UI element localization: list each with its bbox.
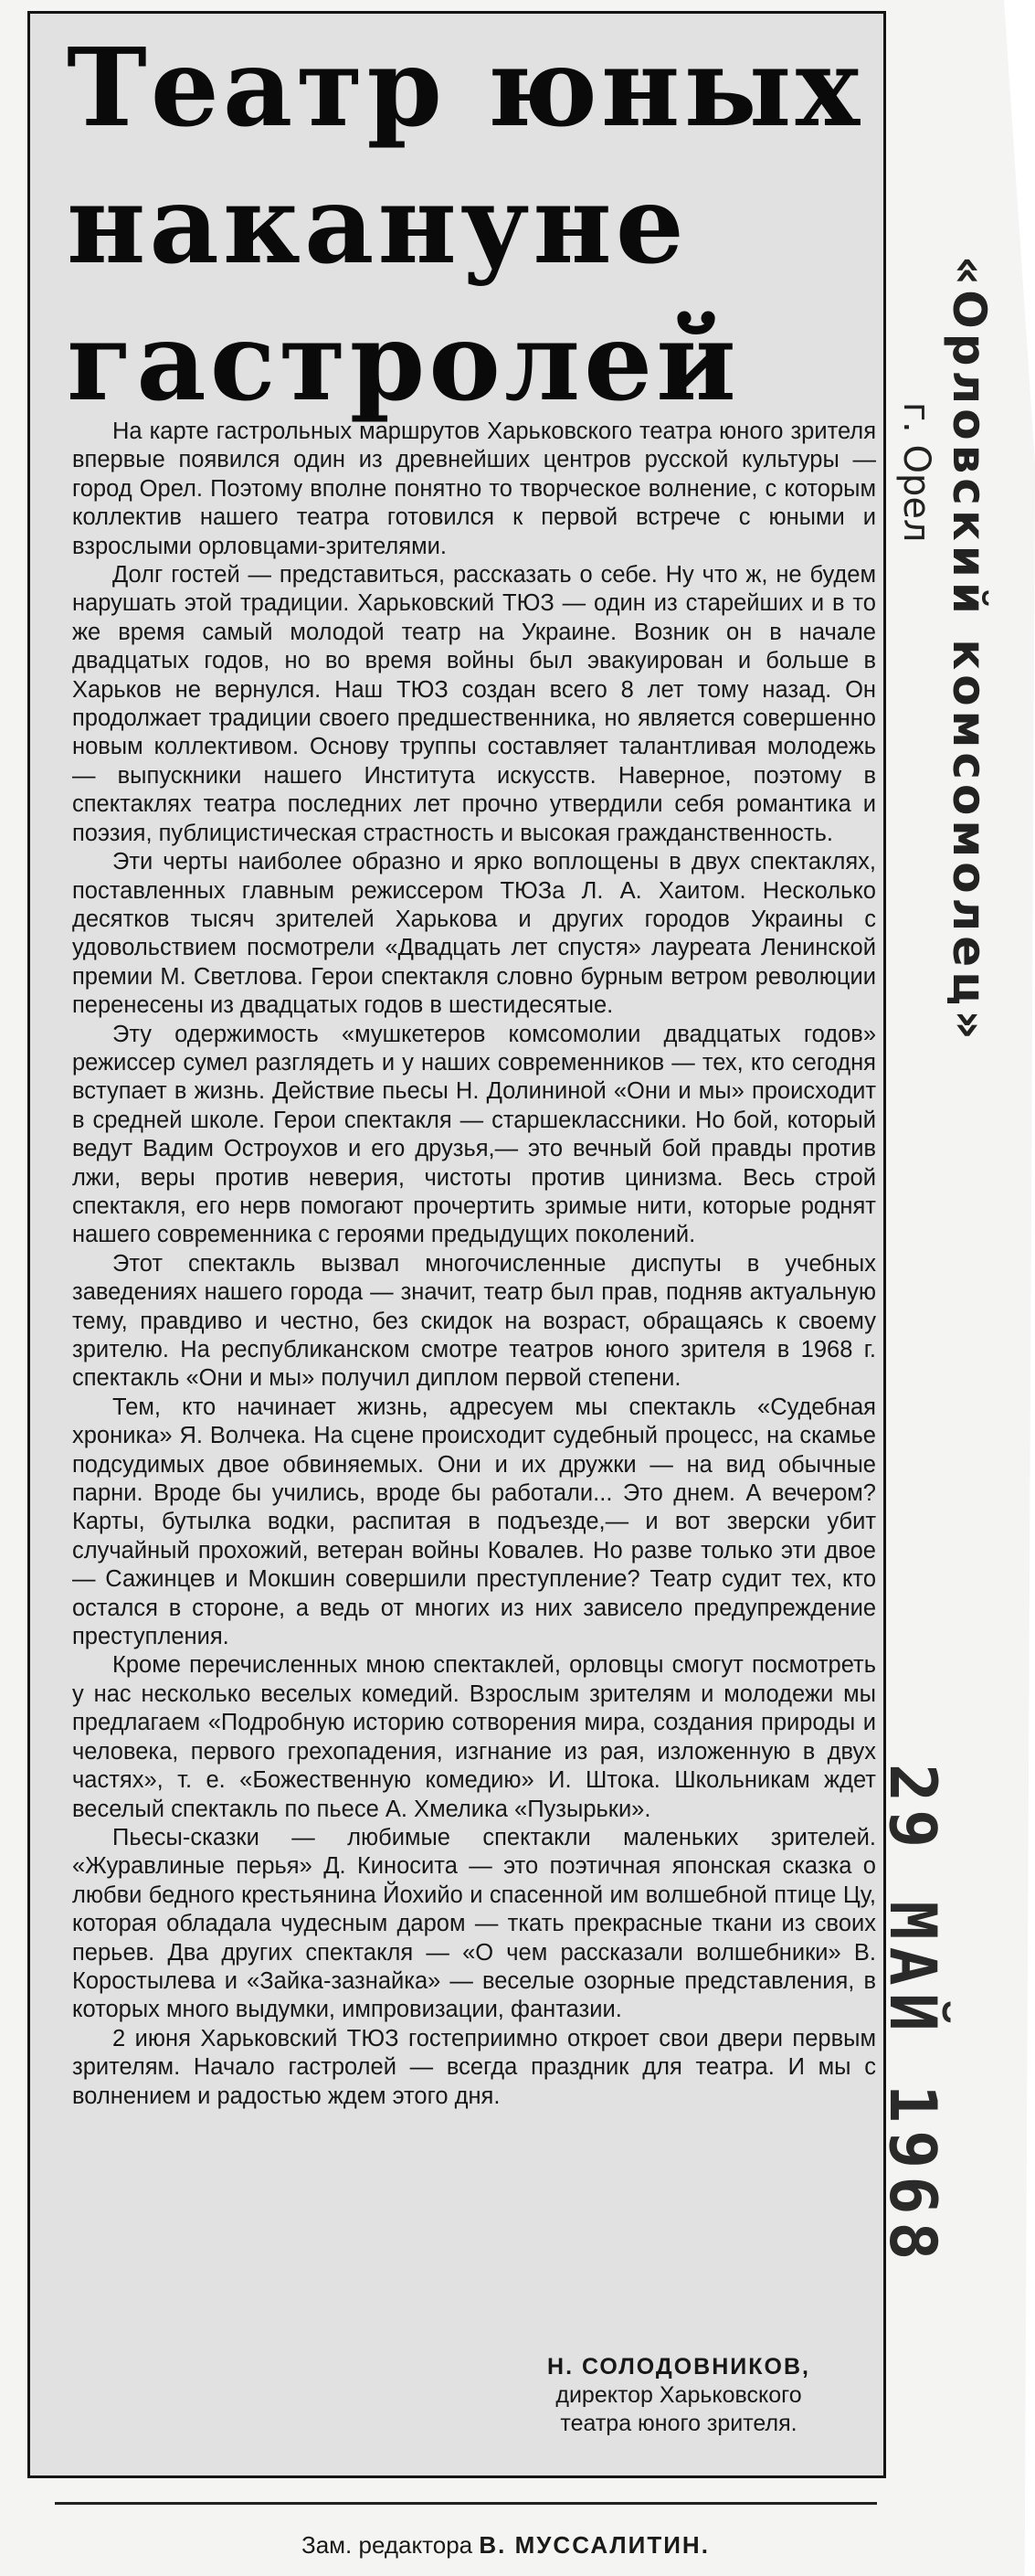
article-paragraph: 2 июня Харьковский ТЮЗ гостеприимно откроет свои двери первым зрителям. Начало гастролей — всегда праздник для театра. И мы с волнением и радостью ждем этого дня. — [72, 2025, 876, 2109]
headline-line-3: гастролей — [67, 298, 740, 425]
article-paragraph: Эту одержимость «мушкетеров комсомолии двадцатых годов» режиссер сумел разглядеть и у наших современников — тех, кто сегодня вступает в жизнь. Действие пьесы Н. Долининой «Они и мы» происходит в средней школе. Герои спектакля — старшеклассники. Но бой, который ведут Вадим Остроухов и его друзья,— это вечный бой правды против лжи, веры против неверия, чистоты против цинизма. Весь строй спектакля, его нерв помогают прочертить зримые нити, которые роднят нашего современника с героями предыдущих поколений. — [72, 1021, 876, 1248]
publication-name: «Орловский комсомолец» — [943, 256, 996, 1044]
article-paragraph: Пьесы-сказки — любимые спектакли маленьких зрителей. «Журавлиные перья» Д. Киносита — это поэтичная японская сказка о любви бедного крестьянина Йохийо и спасенной им волшебной птице Цу, которая обладала чудесным даром — ткать прекрасные ткани из своих перьев. Два других спектакля — «О чем рассказали волшебники» В. Коростылева и «Зайка-зазнайка» — веселые озорные представления, в которых много выдумки, импровизации, фантазии. — [72, 1824, 876, 2023]
article-paragraph: Эти черты наиболее образно и ярко воплощены в двух спектаклях, поставленных главным режиссером ТЮЗа Л. А. Хаитом. Несколько десятков тысяч зрителей Харькова и других городов Украины с удовольствием посмотрели «Двадцать лет спустя» лауреата Ленинской премии М. Светлова. Герои спектакля словно бурным ветром революции перенесены из двадцатых годов в шестидесятые. — [72, 849, 876, 1019]
editor-credit — [301, 2531, 941, 2560]
article-paragraph: Кроме перечисленных мною спектаклей, орловцы смогут посмотреть у нас несколько веселых комедий. Взрослым зрителям и молодежи мы предлагаем «Подробную историю сотворения мира, создания природы и человека, первого грехопадения, изгнание из рая, изложенную в двух частях», т. е. «Божественную комедию» И. Штока. Школьникам ждет веселый спектакль по пьесе А. Хмелика «Пузырьки». — [72, 1652, 876, 1822]
author-signature — [487, 2353, 871, 2438]
article-paragraph: Тем, кто начинает жизнь, адресуем мы спектакль «Судебная хроника» Я. Волчека. На сцене происходит судебный процесс, на скамье подсудимых двое обвиняемых. Они и их дружки — на вид обычные парни. Вроде бы учились, вроде бы работали... Это днем. А вечером? Карты, бутылка водки, распитая в подъезде,— и вот зверски убит случайный прохожий, ветеран войны Ковалев. Но разве только эти двое — Сажинцев и Мокшин совершили преступление? Театр судит тех, кто остался в стороне, а ведь от многих из них зависело предупреждение преступления. — [72, 1394, 876, 1650]
article-paragraph: На карте гастрольных маршрутов Харьковского театра юного зрителя впервые появился один из древнейших центров русской культуры — город Орел. Поэтому вполне понятно то творческое волнение, с которым коллектив нашего театра готовился к первой встрече с юными и взрослыми орловцами-зрителями. — [72, 419, 876, 559]
date-stamp: 29 МАЙ 1968 — [875, 1764, 950, 2268]
article-paragraph: Этот спектакль вызвал многочисленные диспуты в учебных заведениях нашего города — значит, театр был прав, подняв актуальную тему, правдиво и честно, без скидок на возраст, обращаясь к своему зрителю. На республиканском смотре театров юного зрителя в 1968 г. спектакль «Они и мы» получил диплом первой степени. — [72, 1250, 876, 1392]
article-paragraph: Долг гостей — представиться, рассказать о себе. Ну что ж, не будем нарушать этой традиции. Харьковский ТЮЗ — один из старейших и в то же время самый молодой театр на Украине. Возник он в начале двадцатых годов, но во время войны был эвакуирован и больше в Харьков не вернулся. Наш ТЮЗ создан всего 8 лет тому назад. Он продолжает традиции своего предшественника, но является совершенно новым коллективом. Основу труппы составляет талантливая молодежь — выпускники нашего Института искусств. Наверное, поэтому в спектаклях театра последних лет прочно утвердили себя романтика и поэзия, публицистическая страстность и высокая гражданственность. — [72, 562, 876, 846]
author-name: Н. СОЛОДОВНИКОВ, — [547, 2354, 810, 2380]
editor-label: Зам. редактора — [301, 2531, 473, 2559]
newspaper-clipping — [27, 11, 886, 2478]
author-title-line-2: театра юного зрителя. — [560, 2411, 797, 2436]
headline-line-1: Театр юных — [67, 24, 864, 151]
publication-stamp — [895, 256, 996, 1044]
author-title-line-1: директор Харьковского — [555, 2382, 802, 2408]
footer-divider — [55, 2502, 877, 2505]
editor-name: В. МУССАЛИТИН. — [479, 2531, 710, 2559]
headline — [67, 19, 871, 430]
publication-city: г. Орел — [895, 402, 937, 543]
headline-line-2: накануне — [67, 161, 688, 288]
article-body — [72, 418, 876, 2111]
